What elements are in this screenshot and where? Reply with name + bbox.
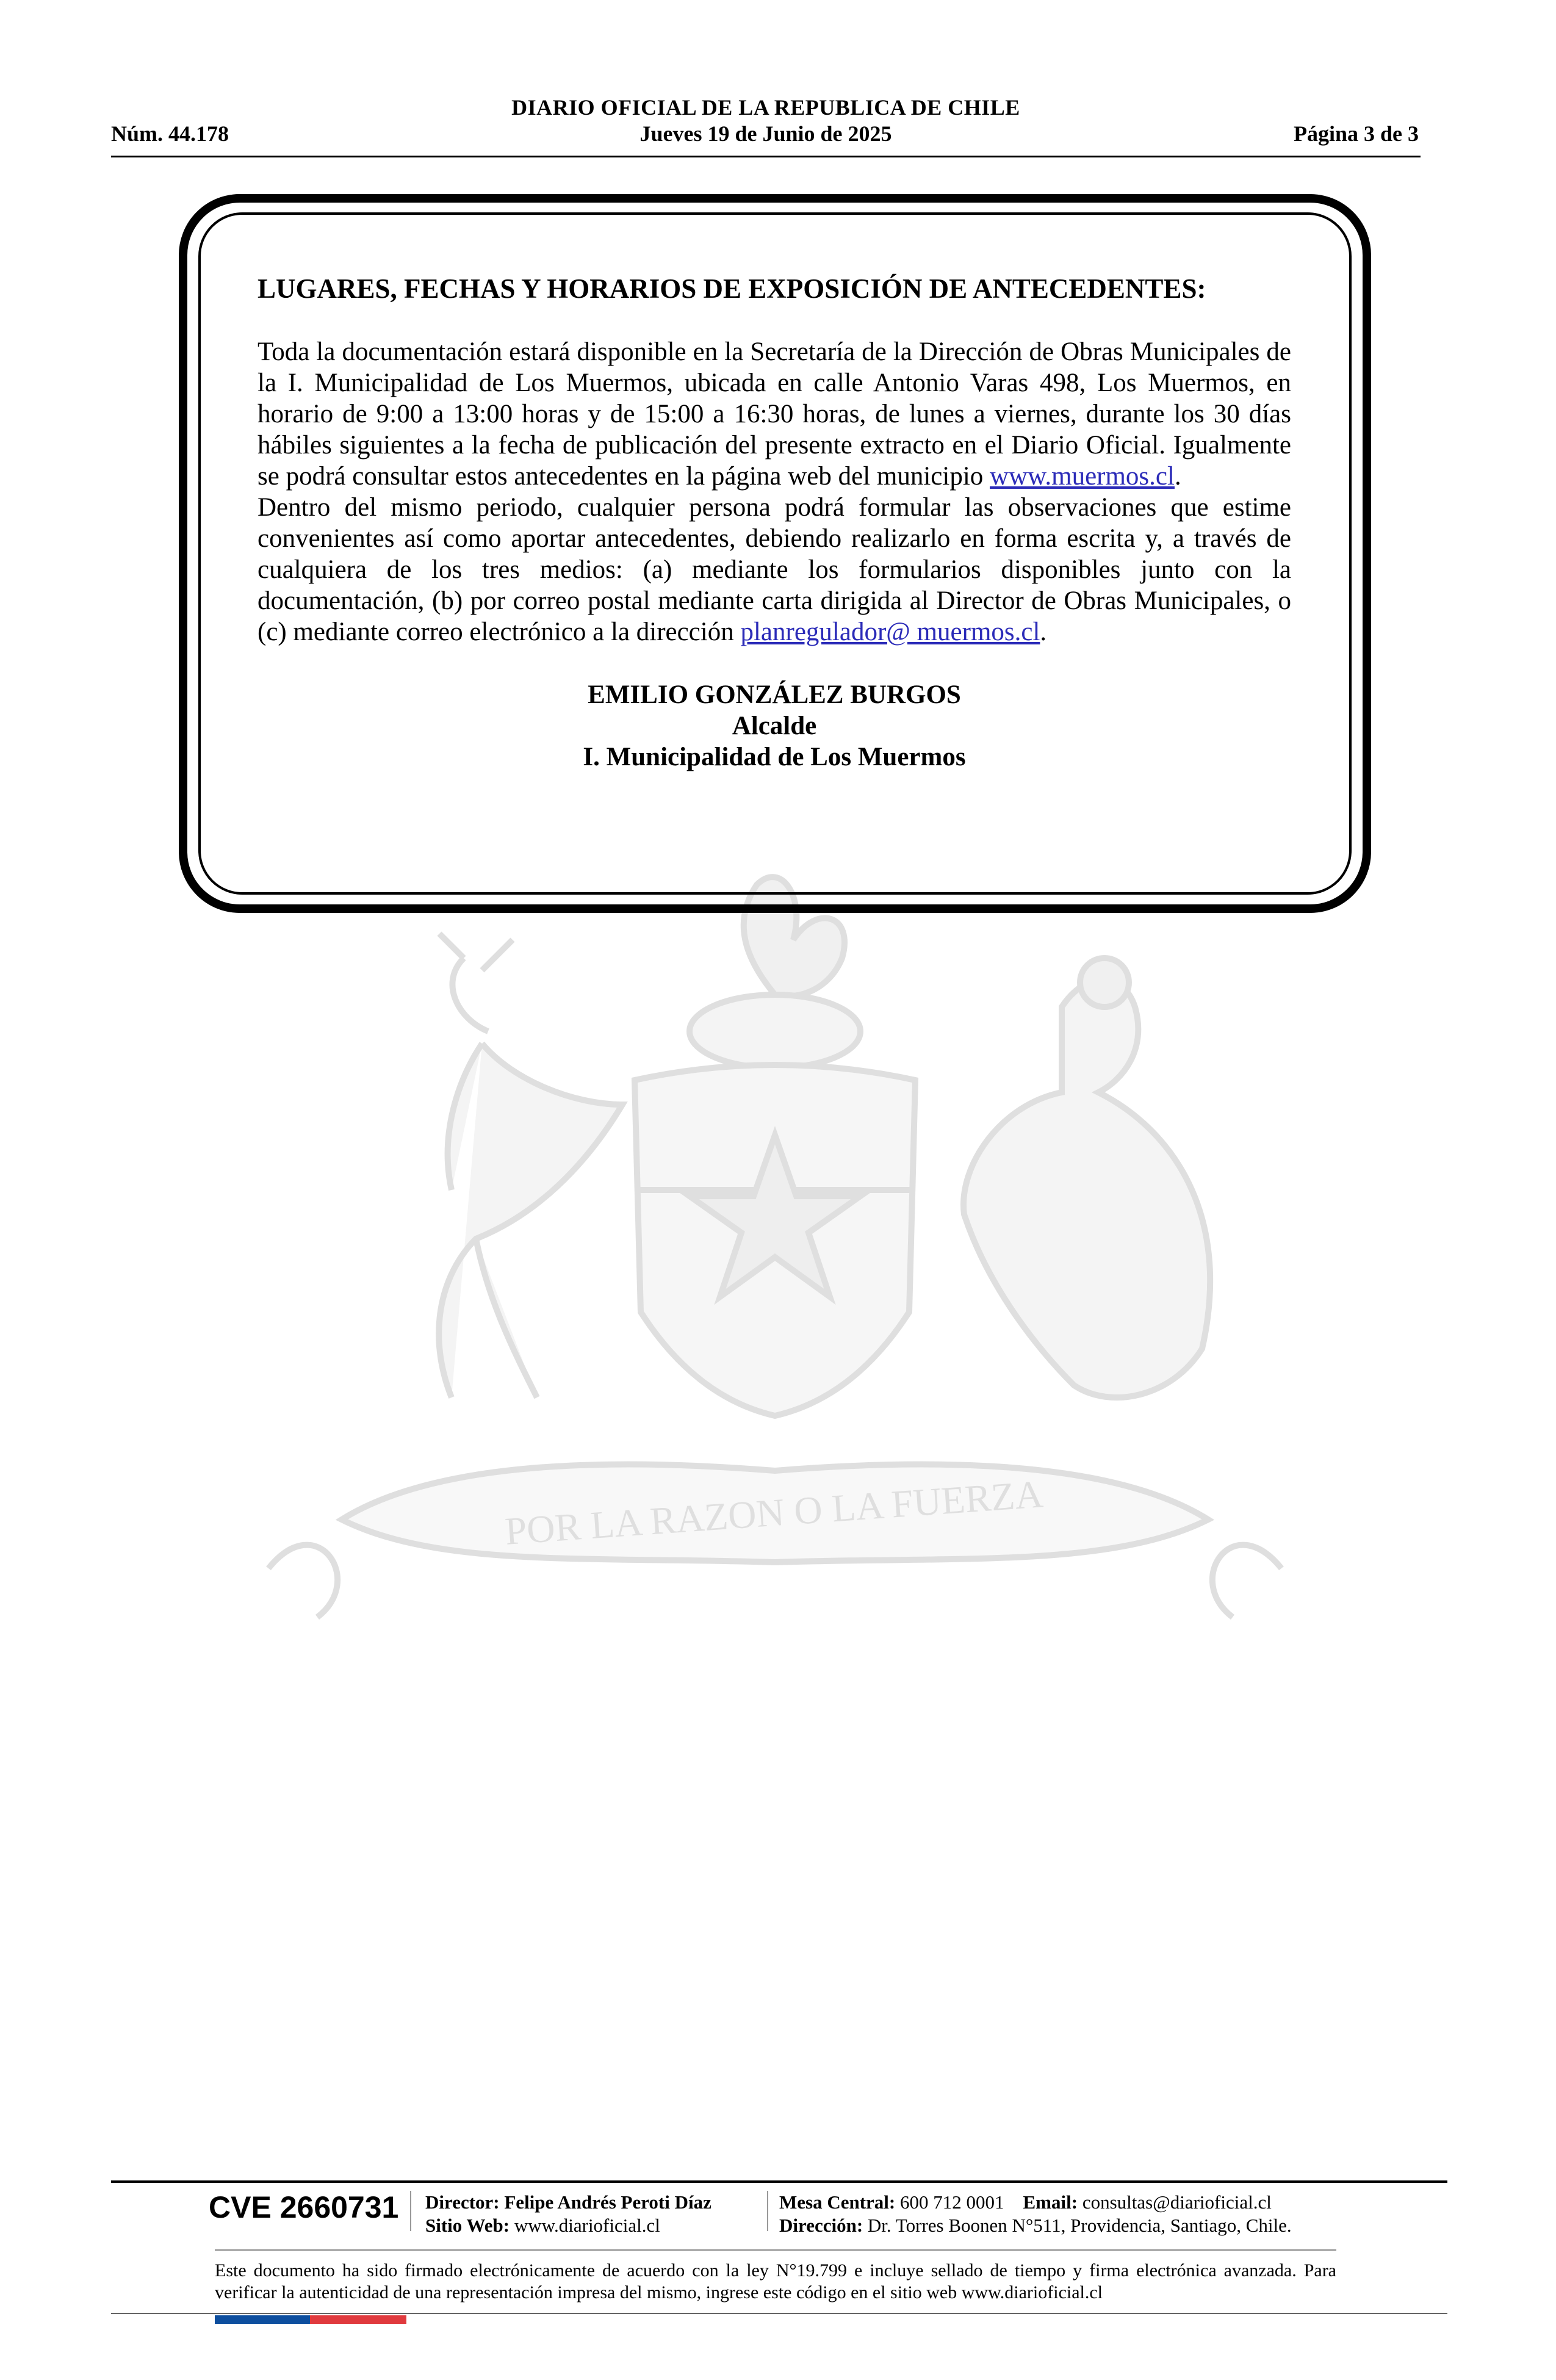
footer-divider-bottom	[111, 2313, 1447, 2314]
phone-label: Mesa Central:	[779, 2191, 896, 2213]
footer-divider-mid	[215, 2249, 1336, 2251]
director-label: Director:	[425, 2191, 500, 2213]
municipality-website-link[interactable]: www.muermos.cl	[990, 462, 1175, 491]
coat-of-arms-watermark	[195, 848, 1355, 1678]
signer-organization: I. Municipalidad de Los Muermos	[583, 743, 966, 771]
address-label: Dirección:	[779, 2215, 863, 2236]
paragraph-availability	[258, 336, 1291, 492]
footer-director-block	[425, 2191, 711, 2237]
page-indicator: Página 3 de 3	[1293, 121, 1419, 146]
publication-title: DIARIO OFICIAL DE LA REPUBLICA DE CHILE	[511, 95, 1020, 120]
paragraph-observations	[258, 492, 1291, 647]
signer-name: EMILIO GONZÁLEZ BURGOS	[588, 680, 961, 709]
footer-separator	[767, 2191, 768, 2231]
paragraph-availability-text: Toda la documentación estará disponible en la Secretaría de la Dirección de Obras Municipales de la I. Municipalidad de Los Muermos, ubicada en calle Antonio Varas 498, Los Muermos, en horario de 9:00 a 13:00 horas y de 15:00 a 16:30 horas, de lunes a viernes, durante los 30 días hábiles siguientes a la fecha de publicación del presente extracto en el Diario Oficial. Igualmente se podrá consultar estos antecedentes en la página web del municipio	[258, 337, 1291, 491]
signature-block	[258, 679, 1291, 773]
header-divider	[111, 156, 1421, 157]
flag-stripe-blue	[215, 2315, 310, 2324]
footer-separator	[410, 2191, 411, 2231]
paragraph-observations-text: Dentro del mismo periodo, cualquier persona podrá formular las observaciones que estime convenientes así como aportar antecedentes, debiendo realizarlo en forma escrita y, a través de cualquiera de los tres medios: (a) mediante los formularios disponibles junto con la documentación, (b) por correo postal mediante carta dirigida al Director de Obras Municipales, o (c) mediante correo electrónico a la dirección	[258, 493, 1291, 646]
email-value[interactable]: consultas@diarioficial.cl	[1082, 2191, 1272, 2213]
flag-stripe-red	[310, 2315, 406, 2324]
phone-value: 600 712 0001	[900, 2191, 1004, 2213]
paragraph-availability-end: .	[1174, 462, 1181, 491]
cve-code: CVE 2660731	[209, 2190, 399, 2224]
notice-content	[258, 273, 1291, 773]
footer-contact-block	[779, 2191, 1292, 2237]
address-value: Dr. Torres Boonen N°511, Providencia, Santiago, Chile.	[867, 2215, 1292, 2236]
legal-notice: Este documento ha sido firmado electrónicamente de acuerdo con la ley N°19.799 e incluye sellado de tiempo y firma electrónica avanzada. Para verificar la autenticidad de una representación impresa del mismo, ingrese este código en el sitio web www.diarioficial.cl	[215, 2260, 1336, 2302]
email-link[interactable]: planregulador@ muermos.cl	[740, 618, 1040, 646]
director-name: Felipe Andrés Peroti Díaz	[504, 2191, 711, 2213]
issue-number: Núm. 44.178	[111, 121, 229, 146]
notice-heading: LUGARES, FECHAS Y HORARIOS DE EXPOSICIÓN DE ANTECEDENTES:	[258, 273, 1206, 304]
website-label: Sitio Web:	[425, 2215, 510, 2236]
signer-title: Alcalde	[732, 712, 817, 740]
website-value[interactable]: www.diarioficial.cl	[514, 2215, 660, 2236]
footer-divider-top	[111, 2180, 1447, 2183]
issue-date: Jueves 19 de Junio de 2025	[639, 121, 892, 146]
paragraph-observations-end: .	[1040, 618, 1047, 646]
email-label: Email:	[1023, 2191, 1078, 2213]
watermark-motto: POR LA RAZON O LA FUERZA	[503, 1472, 1045, 1553]
